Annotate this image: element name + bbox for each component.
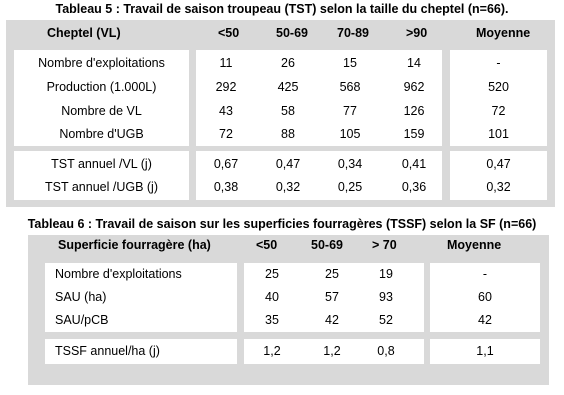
table-cell: 57 [325, 290, 339, 304]
table-cell: 42 [325, 313, 339, 327]
table-cell-mean: 101 [488, 127, 509, 141]
table5-header-gt90: >90 [406, 26, 428, 40]
table-cell: 26 [281, 56, 295, 70]
table-cell: 1,2 [323, 344, 341, 358]
table-cell: 0,47 [275, 157, 301, 171]
table-cell: 43 [219, 104, 233, 118]
table-cell: 0,67 [213, 157, 239, 171]
table-cell: 52 [379, 313, 393, 327]
table-row-label: Nombre d'exploitations [38, 56, 165, 70]
table-cell: 93 [379, 290, 393, 304]
table-cell-mean: 0,47 [486, 157, 511, 171]
table-cell: 105 [339, 127, 361, 141]
table-cell: 35 [265, 313, 279, 327]
table-cell: 159 [403, 127, 425, 141]
table5-header-70-89: 70-89 [337, 26, 369, 40]
table-row-label: Nombre de VL [61, 104, 142, 118]
table-row-label: Nombre d'exploitations [55, 267, 182, 281]
table-row-label: TST annuel /VL (j) [51, 157, 152, 171]
table-cell: 0,32 [275, 180, 301, 194]
table-row-label: Nombre d'UGB [59, 127, 144, 141]
table-row-label: TST annuel /UGB (j) [44, 180, 158, 194]
table5-title: Tableau 5 : Travail de saison troupeau (TST) selon la taille du cheptel (n=66). [55, 2, 509, 16]
table-cell: 962 [403, 80, 425, 94]
table-cell-mean: 42 [478, 313, 492, 327]
table-cell-mean: - [482, 267, 488, 281]
table-cell: 0,25 [337, 180, 363, 194]
table-cell: 0,41 [401, 157, 427, 171]
table5-header-50-69: 50-69 [276, 26, 308, 40]
table-cell-mean: 72 [491, 104, 506, 118]
table-cell: 568 [339, 80, 361, 94]
table-cell-mean: 60 [478, 290, 492, 304]
table-cell: 77 [343, 104, 357, 118]
table-cell: 1,2 [263, 344, 281, 358]
table6-header-moyenne: Moyenne [447, 238, 502, 252]
table-row-label: SAU (ha) [55, 290, 107, 304]
table-cell: 58 [281, 104, 295, 118]
table6-header-lt50: <50 [256, 238, 278, 252]
table-cell: 15 [343, 56, 357, 70]
table-cell: 0,36 [401, 180, 427, 194]
table6-header-gt70: > 70 [372, 238, 397, 252]
table-cell: 88 [281, 127, 295, 141]
table-cell: 25 [325, 267, 339, 281]
table5-header-moyenne: Moyenne [476, 26, 531, 40]
table-row-label: SAU/pCB [55, 313, 109, 327]
table-cell: 72 [219, 127, 233, 141]
table-cell: 0,8 [377, 344, 395, 358]
table6-header-superficie: Superficie fourragère (ha) [58, 238, 211, 252]
table-row-label: TSSF annuel/ha (j) [55, 344, 160, 358]
table-cell-mean: 1,1 [476, 344, 494, 358]
table-cell-mean: - [496, 56, 501, 70]
table-cell: 19 [379, 267, 393, 281]
table-cell: 11 [219, 56, 233, 70]
table-cell-mean: 520 [488, 80, 509, 94]
table5-header-lt50: <50 [218, 26, 240, 40]
table-row-label: Production (1.000L) [46, 80, 157, 94]
table5-header-cheptel: Cheptel (VL) [47, 26, 121, 40]
table-cell: 126 [403, 104, 425, 118]
table-cell: 14 [407, 56, 421, 70]
table-cell: 292 [215, 80, 237, 94]
table-cell: 425 [277, 80, 299, 94]
table-cell-mean: 0,32 [486, 180, 511, 194]
table6-title: Tableau 6 : Travail de saison sur les superficies fourragères (TSSF) selon la SF (n=66) [27, 217, 537, 231]
table-cell: 25 [265, 267, 279, 281]
table-cell: 0,34 [337, 157, 363, 171]
table-cell: 40 [265, 290, 279, 304]
table-cell: 0,38 [213, 180, 239, 194]
table6-header-50-69: 50-69 [311, 238, 343, 252]
